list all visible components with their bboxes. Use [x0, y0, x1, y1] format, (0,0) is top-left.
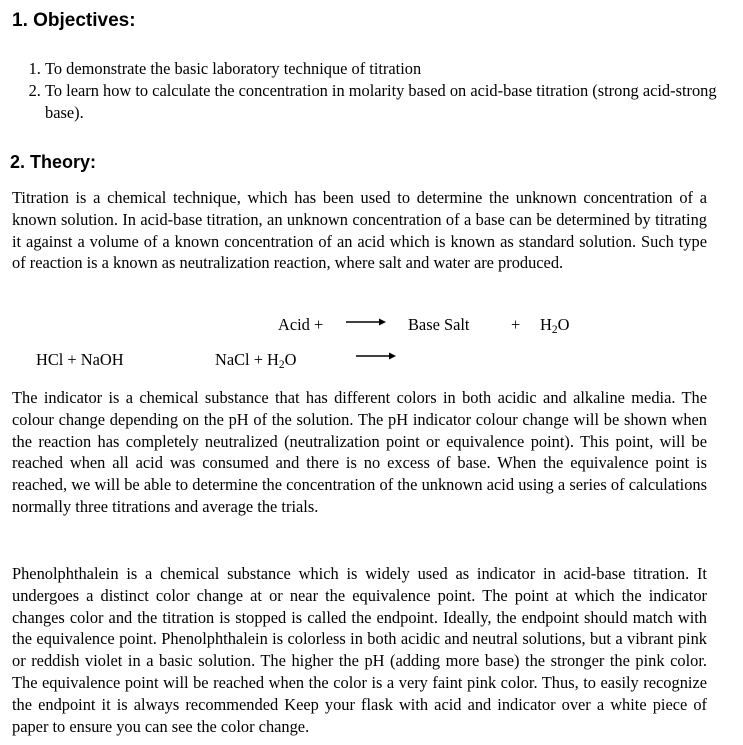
equation2-arrow-icon [356, 351, 396, 361]
theory-paragraph-titration: Titration is a chemical technique, which has been used to determine the unknown concentration of a known solution. In acid-base titration, an unknown concentration of a base can be determined by titrating it against a volume of a known concentration of an acid which is known as standard solution. Such type of reaction is a known as neutralization reaction, where salt and water are produced. [12, 188, 707, 273]
equation1-arrow-icon [346, 317, 386, 327]
equation1-reactant: Acid + [278, 315, 324, 334]
equation2-products: NaCl + $H_2O$ [215, 350, 297, 371]
equation2-reactants: HCl + NaOH [36, 350, 124, 369]
equation1-water: $H_2O$ [540, 315, 570, 336]
equation1-plus: + [511, 315, 521, 334]
objective-item: 2. To learn how to calculate the concentration in molarity based on acid-base titration (strong acid-strong base). [45, 80, 725, 124]
theory-paragraph-phenolphthalein: Phenolphthalein is a chemical substance which is widely used as indicator in acid-base titration. It undergoes a distinct color change at or near the equivalence point. The point at which the indicator changes color and the titration is stopped is called the endpoint. Ideally, the endpoint should match with the equivalence point. Phenolphthalein is colorless in both acidic and neutral solutions, but a vibrant pink or reddish violet in a basic solution. The higher the pH (adding more base) the stronger the pink color. The equivalence point will be reached when the color is a very faint pink color. Thus, to easily recognize the endpoint it is always recommended Keep your flask with acid and indicator over a white piece of paper to ensure you can see the color change. [12, 564, 707, 736]
theory-paragraph-indicator: The indicator is a chemical substance that has different colors in both acidic and alkaline media. The colour change depending on the pH of the solution. The pH indicator colour change will be shown when the reaction has completely neutralized (neutralization point or equivalence point). This point, will be reached when all acid was consumed and there is no excess of base. When the equivalence point is reached, we will be able to determine the concentration of the unknown acid using a series of calculations normally three titrations and average the trials. [12, 388, 707, 516]
objectives-heading: 1. Objectives: [12, 10, 136, 31]
equation1-product: Base Salt [408, 315, 470, 334]
objectives-list [0, 58, 725, 124]
objective-item: 1. To demonstrate the basic laboratory technique of titration [45, 58, 725, 80]
theory-heading: 2. Theory: [10, 152, 97, 172]
